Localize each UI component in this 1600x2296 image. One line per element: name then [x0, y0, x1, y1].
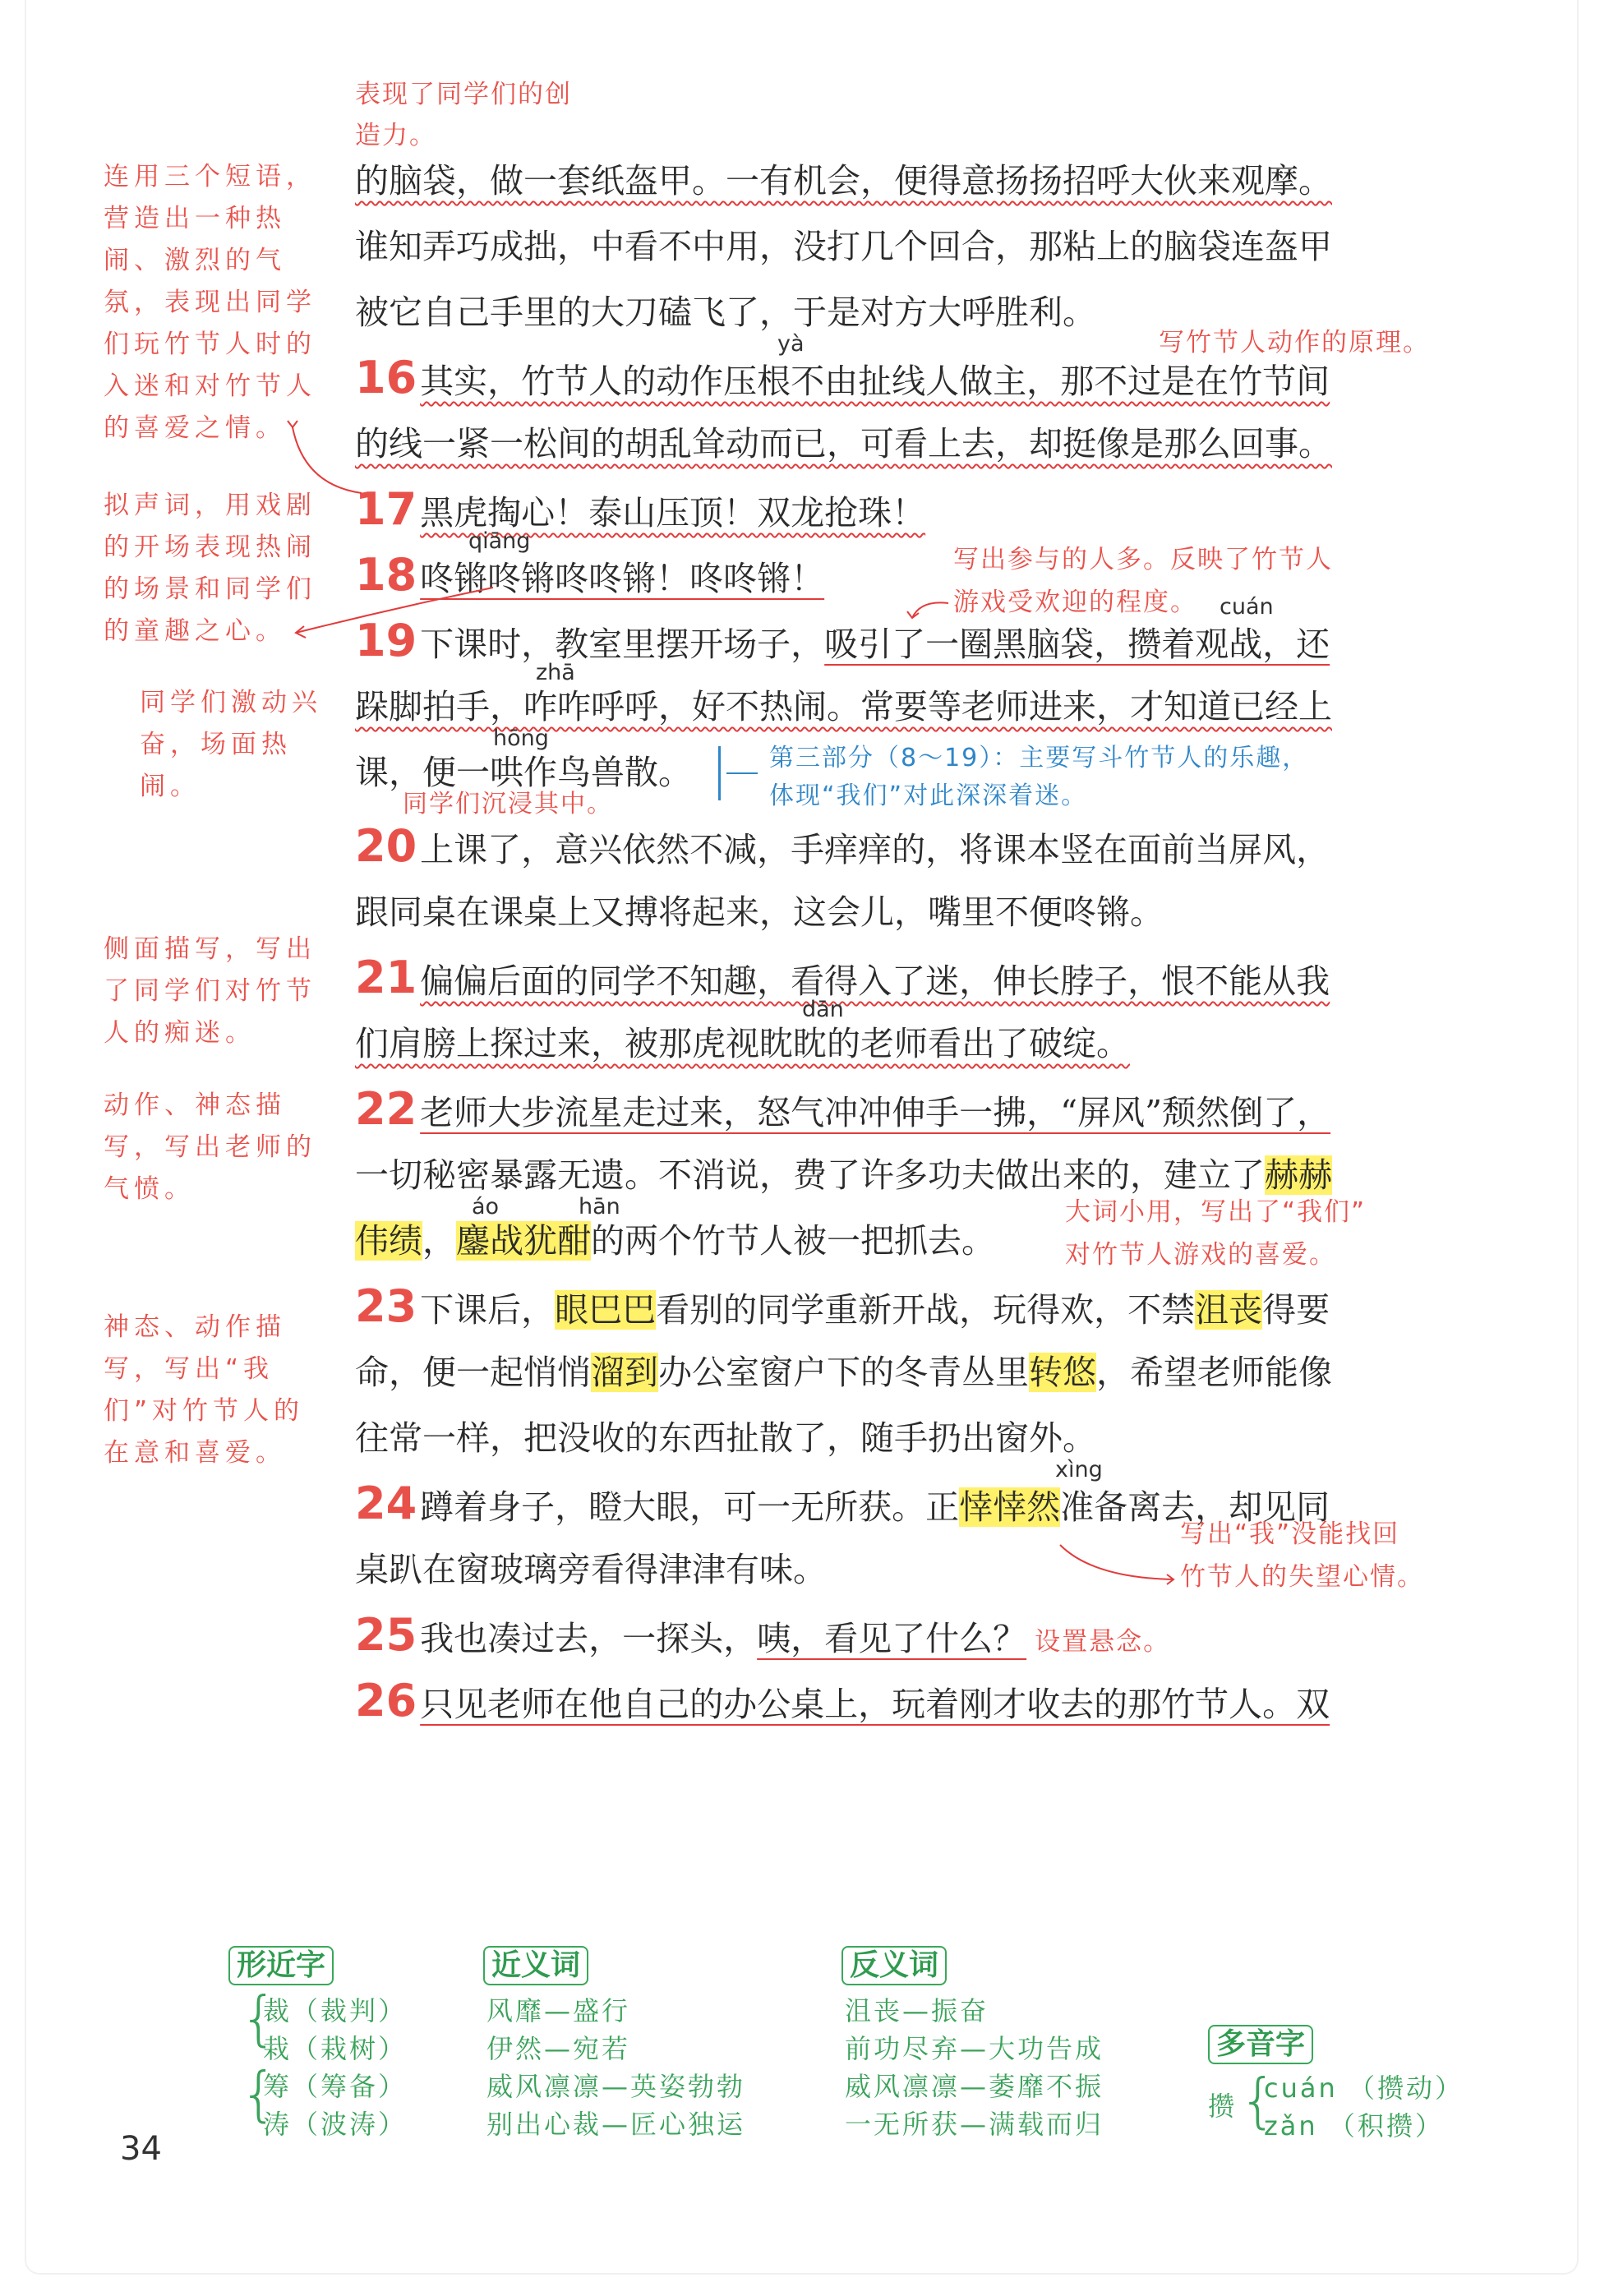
paragraph-18: 18咚锵咚锵咚咚锵！咚咚锵！	[355, 549, 825, 601]
note-right-24a: 写出“我”没能找回	[1180, 1519, 1400, 1549]
note-suspense: 设置悬念。	[1035, 1627, 1171, 1657]
note-right-16: 写竹节人动作的原理。	[1159, 328, 1430, 357]
note-left-6: 神态、动作描写，写出“我们”对竹节人的在意和喜爱。	[104, 1312, 305, 1468]
paragraph-20: 20上课了，意兴依然不减，手痒痒的，将课本竖在面前当屏风，	[355, 820, 1330, 872]
duoyinzi-char: 攒	[1208, 2091, 1238, 2122]
fanyici-2: 前功尽弃—大功告成	[845, 2033, 1104, 2064]
pinyin-cuan: cuán	[1220, 594, 1274, 620]
note-right-22a: 大词小用，写出了“我们”	[1065, 1197, 1367, 1227]
paragraph-22-line-3: 伟绩，鏖战犹酣的两个竹节人被一把抓去。	[355, 1221, 995, 1261]
duoyinzi-2: zǎn （积攒）	[1264, 2110, 1444, 2142]
note-right-18b: 游戏受欢迎的程度。	[953, 588, 1197, 617]
paragraph-20-line-2: 跟同桌在课桌上又搏将起来，这会儿，嘴里不便咚锵。	[355, 892, 1164, 932]
pinyin-qiang: qiāng	[468, 528, 531, 554]
paragraph-21-line-2: 们肩膀上探过来，被那虎视眈眈的老师看出了破绽。	[355, 1024, 1130, 1063]
pinyin-dan: dān	[802, 997, 844, 1022]
note-right-18a: 写出参与的人多。反映了竹节人	[953, 545, 1333, 574]
blue-note-line-2: 体现“我们”对此深深着迷。	[769, 781, 1088, 810]
xingjinzi-1: 裁（裁判）	[263, 1995, 408, 2026]
tag-fanyici: 反义词	[841, 1946, 947, 1985]
brace-2: {	[240, 2059, 278, 2128]
note-left-3: 同学们激动兴奋，场面热闹。	[140, 688, 322, 801]
pinyin-xing: xìng	[1055, 1457, 1103, 1482]
page-number: 34	[120, 2130, 162, 2168]
paragraph-26: 26只见老师在他自己的办公桌上，玩着刚才收去的那竹节人。双	[355, 1675, 1330, 1727]
paragraph-19-line-3: 课，便一哄作鸟兽散。	[355, 753, 692, 792]
brace-1: {	[240, 1984, 278, 2053]
fanyici-4: 一无所获—满载而归	[845, 2109, 1104, 2140]
paragraph-23-line-3: 往常一样，把没收的东西扯散了，随手扔出窗外。	[355, 1418, 1096, 1458]
fanyici-3: 威风凛凛—萎靡不振	[845, 2071, 1104, 2102]
highlight-aozhan: 鏖战犹酣	[456, 1221, 591, 1261]
paragraph-17: 17黑虎掏心！泰山压顶！双龙抢珠！	[355, 483, 926, 535]
tag-jinyici: 近义词	[483, 1946, 588, 1985]
paragraph-21: 21偏偏后面的同学不知趣，看得入了迷，伸长脖子，恨不能从我	[355, 952, 1330, 1003]
highlight-hehe: 赫赫	[1265, 1155, 1332, 1195]
pinyin-hong: hōng	[493, 726, 549, 751]
note-top: 表现了同学们的创造力。	[355, 80, 572, 150]
pinyin-han: hān	[579, 1194, 620, 1219]
paragraph-24-line-2: 桌趴在窗玻璃旁看得津津有味。	[355, 1550, 827, 1589]
note-right-19: 同学们沉浸其中。	[403, 790, 613, 818]
note-left-2: 拟声词，用戏剧的开场表现热闹的场景和同学们的童趣之心。	[104, 491, 316, 646]
note-left-1: 连用三个短语，营造出一种热闹、激烈的气氛，表现出同学们玩竹节人时的入迷和对竹节人的喜爱之情。	[104, 162, 316, 443]
xingjinzi-3: 筹（筹备）	[263, 2071, 408, 2102]
duoyinzi-1: cuán （攒动）	[1264, 2072, 1464, 2104]
note-left-5: 动作、神态描写，写出老师的气愤。	[104, 1090, 316, 1204]
paragraph-number: 16	[355, 352, 417, 403]
note-right-22b: 对竹节人游戏的喜爱。	[1065, 1240, 1336, 1270]
paragraph-16-line-2: 的线一紧一松间的胡乱耸动而已，可看上去，却挺像是那么回事。	[355, 424, 1332, 463]
paragraph-19: 19下课时，教室里摆开场子，吸引了一圈黑脑袋，攒着观战，还	[355, 615, 1330, 666]
paragraph-23-line-2: 命，便一起悄悄溜到办公室窗户下的冬青丛里转悠，希望老师能像	[355, 1353, 1332, 1392]
paragraph-19-line-2: 跺脚拍手，咋咋呼呼，好不热闹。常要等老师进来，才知道已经上	[355, 687, 1332, 726]
tag-xingjinzi: 形近字	[228, 1946, 334, 1985]
paragraph-22-line-2: 一切秘密暴露无遗。不消说，费了许多功夫做出来的，建立了赫赫	[355, 1155, 1332, 1195]
pinyin-zha: zhā	[536, 660, 575, 685]
body-line-3: 被它自己手里的大刀磕飞了，于是对方大呼胜利。	[355, 293, 1096, 332]
paragraph-23: 23下课后，眼巴巴看别的同学重新开战，玩得欢，不禁沮丧得要	[355, 1280, 1330, 1332]
blue-note-line-1: 第三部分（8～19）：主要写斗竹节人的乐趣，	[769, 744, 1309, 772]
xingjinzi-2: 栽（栽树）	[263, 2033, 408, 2064]
jinyici-1: 风靡—盛行	[486, 1995, 631, 2026]
tag-duoyinzi: 多音字	[1208, 2025, 1313, 2064]
paragraph-16: 16其实，竹节人的动作压根不由扯线人做主，那不过是在竹节间	[355, 352, 1330, 403]
body-line-1: 的脑袋，做一套纸盔甲。一有机会，便得意扬扬招呼大伙来观摩。	[355, 161, 1332, 201]
highlight-weiji: 伟绩	[355, 1221, 422, 1261]
jinyici-4: 别出心裁—匠心独运	[486, 2109, 746, 2140]
note-right-24b: 竹节人的失望心情。	[1180, 1562, 1424, 1592]
note-left-4: 侧面描写，写出了同学们对竹节人的痴迷。	[104, 934, 316, 1048]
paragraph-22: 22老师大步流星走过来，怒气冲冲伸手一拂，“屏风”颓然倒了，	[355, 1083, 1331, 1135]
body-line-2: 谁知弄巧成拙，中看不中用，没打几个回合，那粘上的脑袋连盔甲	[355, 227, 1332, 266]
pinyin-ya: yà	[777, 331, 805, 357]
brace-3: {	[1239, 2066, 1277, 2135]
paragraph-24: 24蹲着身子，瞪大眼，可一无所获。正悻悻然准备离去，却见同	[355, 1478, 1330, 1529]
pinyin-ao: áo	[472, 1194, 500, 1219]
xingjinzi-4: 涛（波涛）	[263, 2109, 408, 2140]
jinyici-2: 伊然—宛若	[486, 2033, 631, 2064]
fanyici-1: 沮丧—振奋	[845, 1995, 989, 2026]
jinyici-3: 威风凛凛—英姿勃勃	[486, 2071, 746, 2102]
paragraph-25: 25我也凑过去，一探头，咦，看见了什么？ 设置悬念。	[355, 1609, 1171, 1661]
